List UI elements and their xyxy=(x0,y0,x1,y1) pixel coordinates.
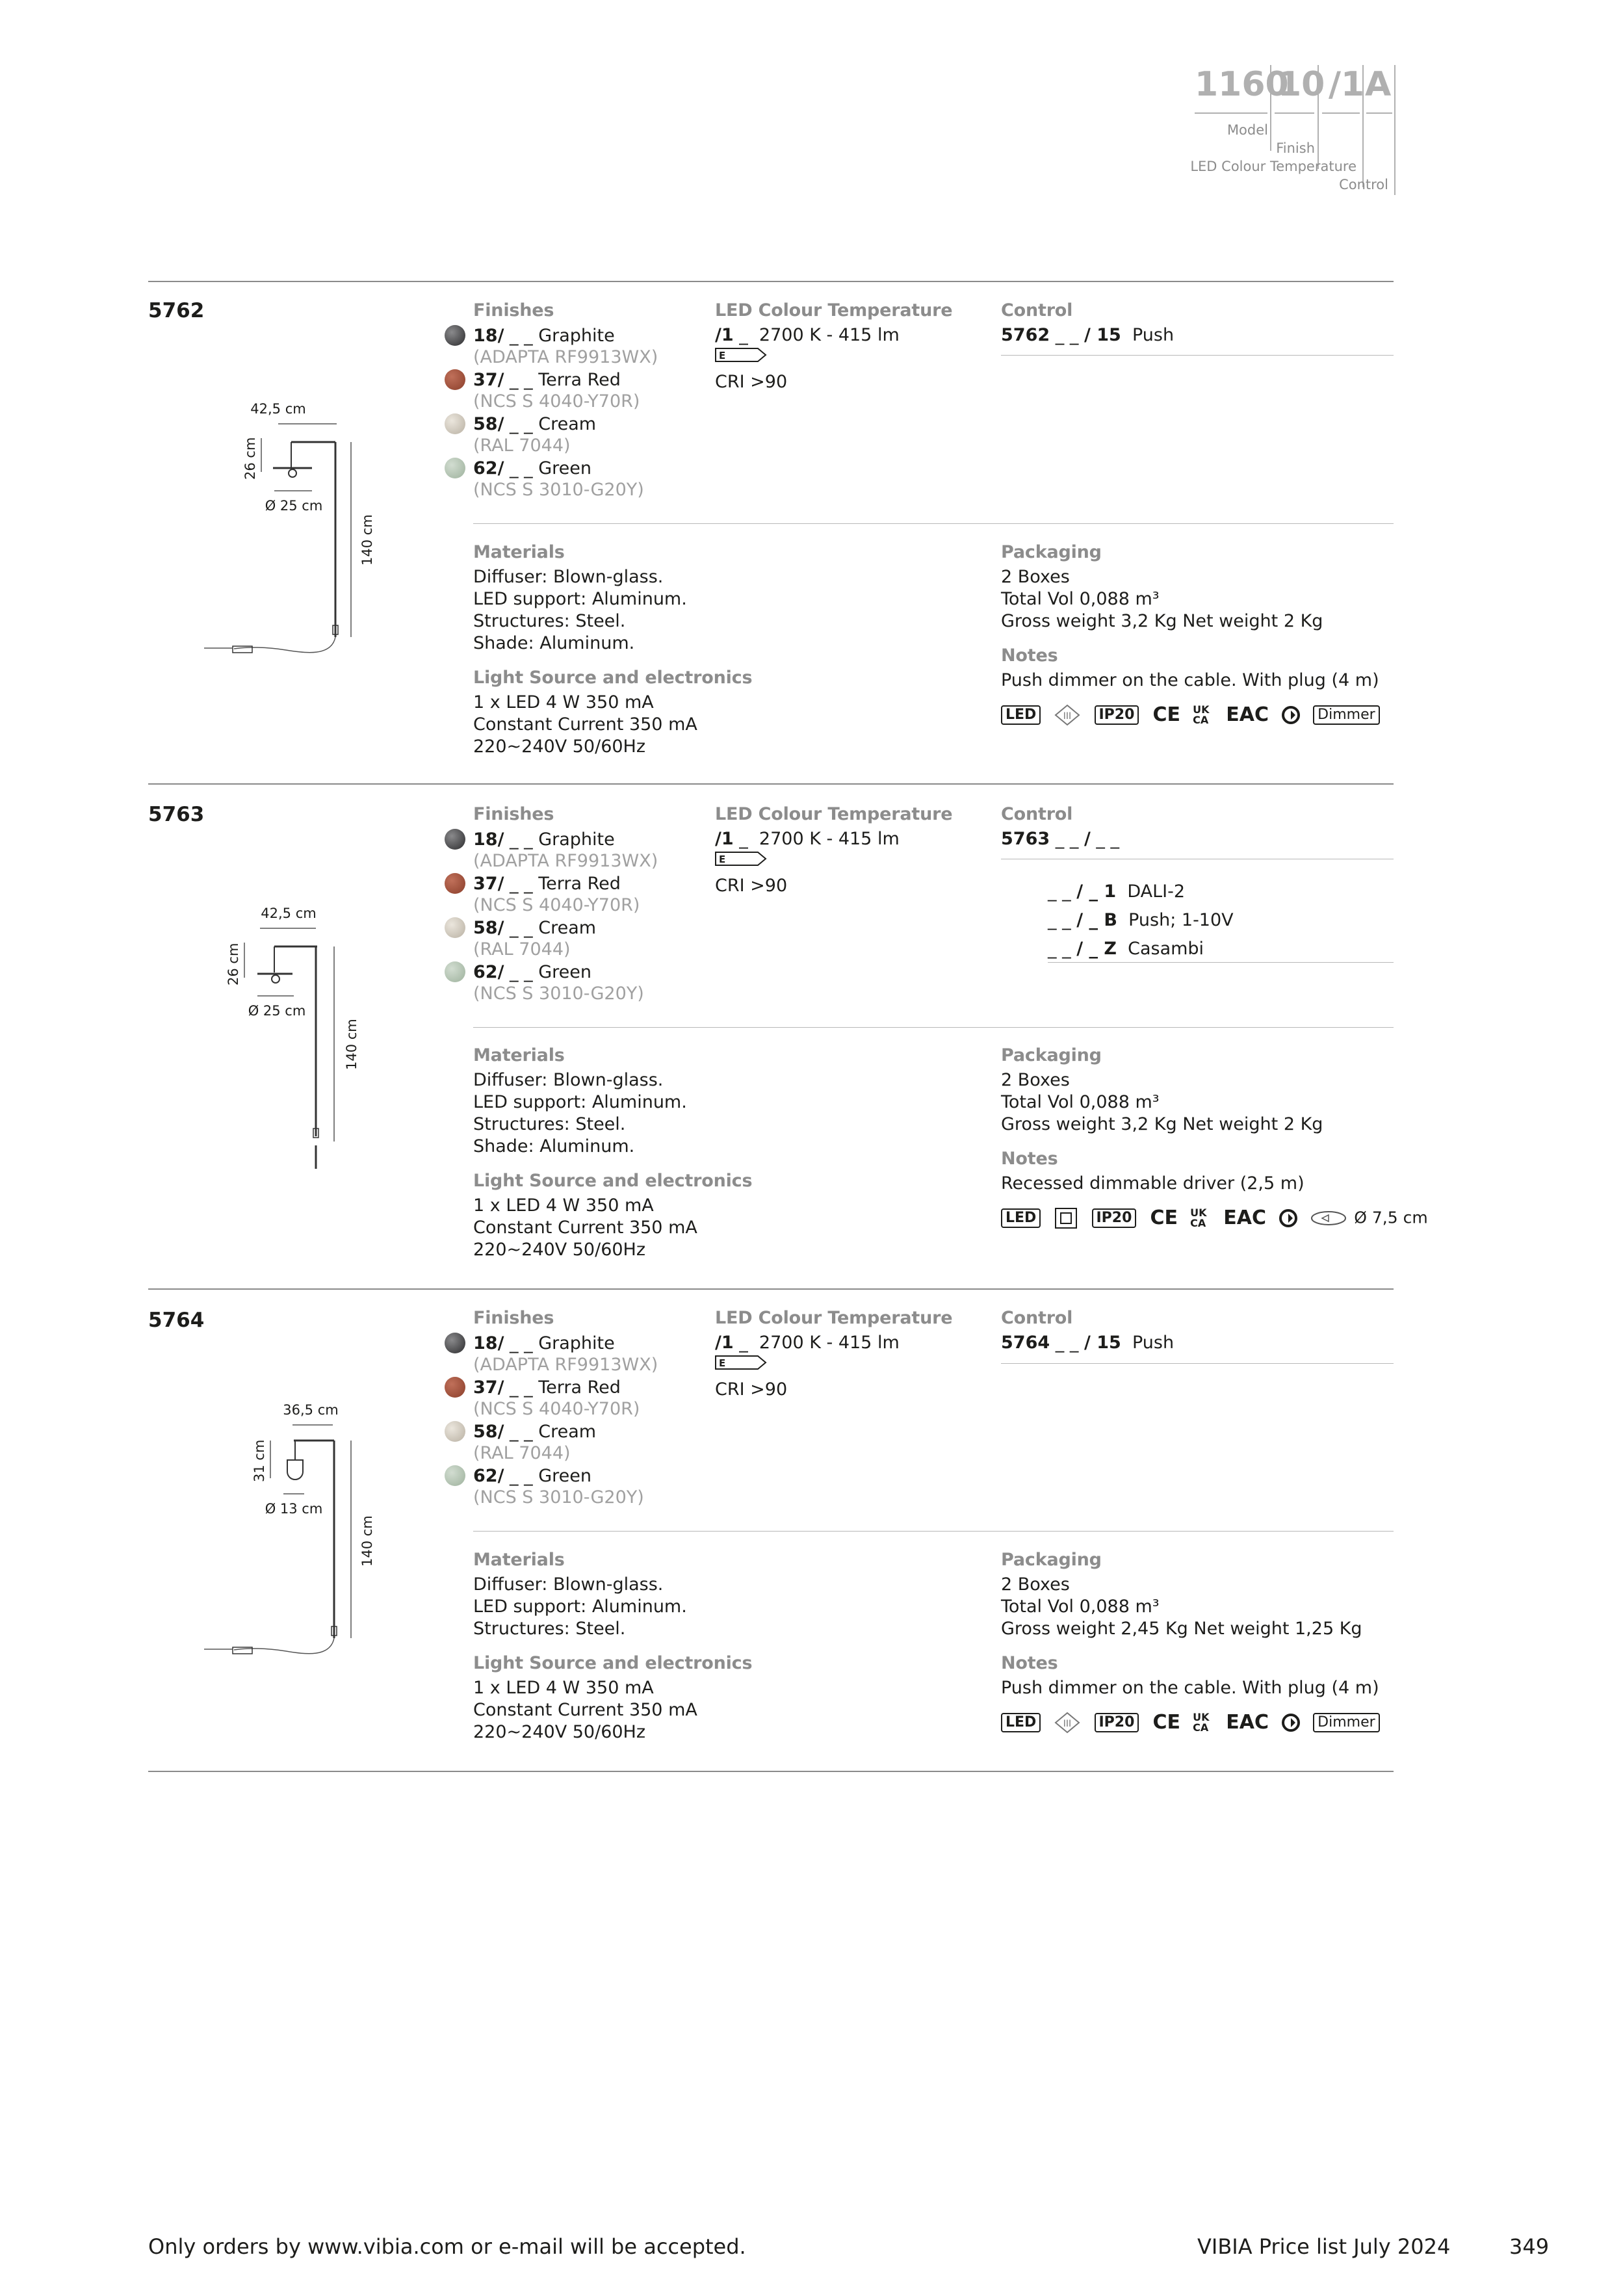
product-drawing xyxy=(195,397,390,670)
recessed-hole-icon xyxy=(1310,1210,1347,1227)
control-option: _ _ / _ B Push; 1-10V xyxy=(1048,910,1234,930)
section-divider xyxy=(148,1288,1394,1290)
class-ii-icon xyxy=(1054,1207,1078,1229)
swatch-cream xyxy=(445,917,465,938)
legend-model-label: Model xyxy=(1227,122,1268,138)
legend-finish-code: 10 xyxy=(1278,65,1325,104)
led-temp-label: LED Colour Temperature xyxy=(715,300,953,320)
swatch-graphite xyxy=(445,829,465,850)
eac-icon: EAC xyxy=(1226,703,1269,726)
finish-cream: 58/ _ _ Cream xyxy=(473,1420,658,1442)
swatch-graphite xyxy=(445,325,465,346)
swatch-graphite xyxy=(445,1333,465,1353)
light-source-label: Light Source and electronics xyxy=(473,1171,753,1191)
finish-cream: 58/ _ _ Cream xyxy=(473,917,658,939)
control-code: 5762 _ _ / 15 Push xyxy=(1001,325,1175,345)
dimmer-badge: Dimmer xyxy=(1313,705,1380,725)
finish-name: Green xyxy=(538,458,591,478)
ukca-icon: UKCA xyxy=(1190,1206,1207,1229)
finishes-label: Finishes xyxy=(473,804,554,824)
finish-blank: _ _ xyxy=(510,413,533,434)
eac-icon: EAC xyxy=(1223,1207,1266,1229)
materials-label: Materials xyxy=(473,1550,565,1570)
led-spec: /1 _ 2700 K - 415 lm xyxy=(715,325,900,345)
svg-text:140 cm: 140 cm xyxy=(359,1515,375,1567)
footer-order-note: Only orders by www.vibia.com or e-mail will be accepted. xyxy=(148,2234,746,2259)
finish-ref: (NCS S 3010-G20Y) xyxy=(473,1487,644,1507)
ukca-icon: UKCA xyxy=(1193,703,1210,726)
finish-green: 62/ _ _ Green xyxy=(473,1465,658,1487)
svg-text:140 cm: 140 cm xyxy=(344,1019,359,1070)
finish-ref: (ADAPTA RF9913WX) xyxy=(473,347,658,367)
swatch-cream xyxy=(445,413,465,434)
energy-class-icon xyxy=(715,348,767,362)
packaging-label: Packaging xyxy=(1001,1550,1102,1570)
svg-text:Ø 13 cm: Ø 13 cm xyxy=(265,1501,323,1517)
materials-label: Materials xyxy=(473,1045,565,1065)
cri-value: CRI >90 xyxy=(715,876,788,896)
svg-text:26 cm: 26 cm xyxy=(226,943,241,985)
materials-list: Diffuser: Blown-glass. LED support: Aluminum. Structures: Steel. xyxy=(473,1574,687,1639)
finish-ref: (RAL 7044) xyxy=(473,939,571,959)
control-label: Control xyxy=(1001,1308,1073,1328)
light-source-list: 1 x LED 4 W 350 mA Constant Current 350 mA 220~240V 50/60Hz xyxy=(473,1195,697,1260)
ip-badge: IP20 xyxy=(1095,705,1139,725)
legend-lines xyxy=(1189,65,1397,195)
section-divider xyxy=(148,281,1394,282)
finish-list xyxy=(473,1332,658,1509)
legend-model-code: 1160 xyxy=(1195,65,1289,104)
materials-list: Diffuser: Blown-glass. LED support: Aluminum. Structures: Steel. Shade: Aluminum. xyxy=(473,567,687,653)
cri-value: CRI >90 xyxy=(715,372,788,392)
dim-width: 42,5 cm xyxy=(250,401,306,417)
finish-ref: (RAL 7044) xyxy=(473,436,571,456)
materials-label: Materials xyxy=(473,542,565,562)
packaging-list: 2 Boxes Total Vol 0,088 m³ Gross weight 2,45 Kg Net weight 1,25 Kg xyxy=(1001,1574,1362,1639)
finish-code: 58/ xyxy=(473,413,504,434)
led-spec: /1 _ 2700 K - 415 lm xyxy=(715,829,900,849)
finish-name: Terra Red xyxy=(538,369,621,390)
legend-led-code: /1 xyxy=(1329,65,1365,104)
packaging-label: Packaging xyxy=(1001,542,1102,562)
control-option: _ _ / _ Z Casambi xyxy=(1048,939,1204,959)
finishes-label: Finishes xyxy=(473,1308,554,1328)
finish-list xyxy=(473,828,658,1005)
notes-label: Notes xyxy=(1001,646,1058,666)
finish-name: Graphite xyxy=(538,325,615,346)
finish-ref: (ADAPTA RF9913WX) xyxy=(473,851,658,871)
finish-code: 62/ xyxy=(473,458,504,478)
finish-terra-red: 37/ _ _ Terra Red xyxy=(473,872,658,894)
led-badge: LED xyxy=(1001,1208,1041,1228)
product-drawing xyxy=(195,901,390,1174)
led-temp-label: LED Colour Temperature xyxy=(715,804,953,824)
energy-class-icon xyxy=(715,1355,767,1370)
led-temp-label: LED Colour Temperature xyxy=(715,1308,953,1328)
finish-terra-red xyxy=(473,369,658,391)
dim-diameter: Ø 25 cm xyxy=(265,498,323,514)
recycle-icon xyxy=(1281,705,1301,725)
recycle-icon xyxy=(1281,1713,1301,1732)
light-source-list: 1 x LED 4 W 350 mA Constant Current 350 mA 220~240V 50/60Hz xyxy=(473,1678,697,1742)
materials-list: Diffuser: Blown-glass. LED support: Aluminum. Structures: Steel. Shade: Aluminum. xyxy=(473,1070,687,1156)
finish-ref: (NCS S 3010-G20Y) xyxy=(473,480,644,500)
control-options xyxy=(1048,878,1234,963)
certification-icons xyxy=(1001,1206,1428,1229)
finish-ref: (ADAPTA RF9913WX) xyxy=(473,1355,658,1375)
swatch-terra-red xyxy=(445,369,465,390)
finish-graphite: 18/ _ _ Graphite xyxy=(473,828,658,850)
footer-brand: VIBIA Price list July 2024 xyxy=(1197,2234,1451,2259)
swatch-green xyxy=(445,458,465,478)
packaging-label: Packaging xyxy=(1001,1045,1102,1065)
finish-graphite xyxy=(473,324,658,346)
recycle-icon xyxy=(1279,1208,1298,1228)
page-number: 349 xyxy=(1509,2234,1550,2259)
class-iii-icon xyxy=(1054,704,1080,726)
finish-code: 37/ xyxy=(473,369,504,390)
svg-text:III: III xyxy=(1063,711,1072,722)
ip-badge: IP20 xyxy=(1092,1208,1137,1228)
ce-icon: CE xyxy=(1150,1207,1178,1229)
finish-name: Cream xyxy=(538,413,597,434)
finish-terra-red: 37/ _ _ Terra Red xyxy=(473,1376,658,1398)
finish-cream xyxy=(473,413,658,435)
packaging-list: 2 Boxes Total Vol 0,088 m³ Gross weight 3,2 Kg Net weight 2 Kg xyxy=(1001,1070,1323,1134)
swatch-green xyxy=(445,961,465,982)
section-divider xyxy=(148,1771,1394,1772)
notes-text: Push dimmer on the cable. With plug (4 m) xyxy=(1001,670,1379,690)
finish-ref: (NCS S 4040-Y70R) xyxy=(473,391,640,411)
svg-text:III: III xyxy=(1063,1718,1072,1729)
legend-led-label: LED Colour Temperature xyxy=(1190,159,1357,174)
swatch-green xyxy=(445,1465,465,1486)
led-spec: /1 _ 2700 K - 415 lm xyxy=(715,1333,900,1353)
finish-ref: (RAL 7044) xyxy=(473,1443,571,1463)
finish-blank: _ _ xyxy=(510,369,533,390)
swatch-terra-red xyxy=(445,873,465,894)
swatch-terra-red xyxy=(445,1377,465,1398)
control-option: _ _ / _ 1 DALI-2 xyxy=(1048,881,1186,902)
finish-blank: _ _ xyxy=(510,458,533,478)
finish-green xyxy=(473,457,658,479)
certification-icons xyxy=(1001,703,1394,726)
product-code: 5762 xyxy=(148,299,205,322)
class-iii-icon xyxy=(1054,1712,1080,1734)
led-badge: LED xyxy=(1001,1713,1041,1732)
ce-icon: CE xyxy=(1152,703,1181,726)
finish-green: 62/ _ _ Green xyxy=(473,961,658,983)
finishes-label: Finishes xyxy=(473,300,554,320)
section-divider xyxy=(148,783,1394,785)
finish-ref: (NCS S 4040-Y70R) xyxy=(473,895,640,915)
finish-ref: (NCS S 4040-Y70R) xyxy=(473,1399,640,1419)
finish-list xyxy=(473,324,658,501)
notes-text: Recessed dimmable driver (2,5 m) xyxy=(1001,1173,1305,1194)
svg-text:42,5 cm: 42,5 cm xyxy=(261,906,317,921)
cri-value: CRI >90 xyxy=(715,1379,788,1400)
legend-control-label: Control xyxy=(1339,177,1388,192)
finish-graphite: 18/ _ _ Graphite xyxy=(473,1332,658,1354)
svg-text:31 cm: 31 cm xyxy=(252,1439,267,1482)
control-label: Control xyxy=(1001,300,1073,320)
energy-class-icon xyxy=(715,852,767,866)
legend-finish-label: Finish xyxy=(1276,140,1315,156)
ukca-icon: UKCA xyxy=(1193,1710,1210,1734)
finish-blank: _ _ xyxy=(510,325,533,346)
svg-text:E: E xyxy=(719,350,726,361)
product-drawing xyxy=(195,1398,390,1671)
swatch-cream xyxy=(445,1421,465,1442)
dim-shade-height: 26 cm xyxy=(242,437,258,480)
legend-control-code: A xyxy=(1365,65,1392,104)
ip-badge: IP20 xyxy=(1095,1713,1139,1732)
control-code: 5763 _ _ / _ _ xyxy=(1001,829,1119,849)
packaging-list: 2 Boxes Total Vol 0,088 m³ Gross weight 3,2 Kg Net weight 2 Kg xyxy=(1001,567,1323,631)
finish-ref: (NCS S 3010-G20Y) xyxy=(473,984,644,1004)
control-code: 5764 _ _ / 15 Push xyxy=(1001,1333,1175,1353)
product-code: 5763 xyxy=(148,803,205,826)
notes-label: Notes xyxy=(1001,1653,1058,1673)
svg-text:36,5 cm: 36,5 cm xyxy=(283,1402,339,1418)
svg-text:Ø 25 cm: Ø 25 cm xyxy=(248,1003,306,1019)
light-source-label: Light Source and electronics xyxy=(473,668,753,688)
ce-icon: CE xyxy=(1152,1711,1181,1734)
certification-icons xyxy=(1001,1711,1394,1734)
finish-code: 18/ xyxy=(473,325,504,346)
notes-label: Notes xyxy=(1001,1149,1058,1169)
light-source-label: Light Source and electronics xyxy=(473,1653,753,1673)
led-badge: LED xyxy=(1001,705,1041,725)
dimmer-badge: Dimmer xyxy=(1313,1713,1380,1732)
svg-text:E: E xyxy=(719,1357,726,1369)
svg-text:E: E xyxy=(719,854,726,865)
product-code: 5764 xyxy=(148,1309,205,1332)
notes-text: Push dimmer on the cable. With plug (4 m) xyxy=(1001,1678,1379,1698)
eac-icon: EAC xyxy=(1226,1711,1269,1734)
dim-height: 140 cm xyxy=(359,514,375,566)
light-source-list: 1 x LED 4 W 350 mA Constant Current 350 mA 220~240V 50/60Hz xyxy=(473,692,697,757)
control-label: Control xyxy=(1001,804,1073,824)
hole-diameter: Ø 7,5 cm xyxy=(1354,1208,1428,1227)
